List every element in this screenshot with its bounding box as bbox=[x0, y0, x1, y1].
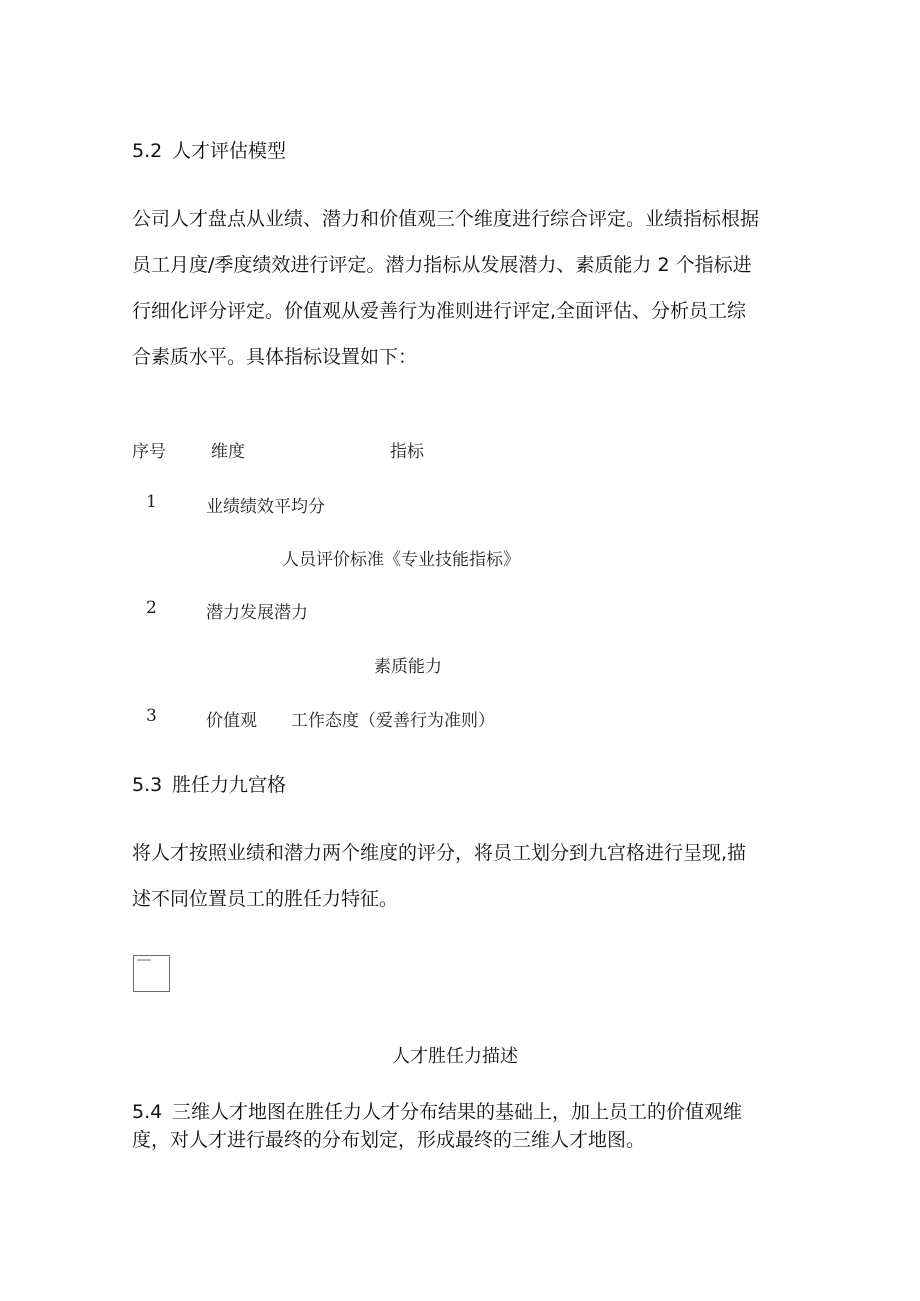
row-dimension: 价值观 bbox=[206, 711, 257, 731]
paragraph-line: 公司人才盘点从业绩、潜力和价值观三个维度进行综合评定。业绩指标根据 bbox=[132, 208, 760, 230]
section-title: 胜任力九宫格 bbox=[172, 774, 287, 796]
row-indicator: 发展潜力 bbox=[240, 603, 308, 623]
section-5-4-line-2: 度，对人才进行最终的分布划定，形成最终的三维人才地图。 bbox=[132, 1129, 646, 1151]
figure-caption: 人才胜任力描述 bbox=[392, 1046, 518, 1067]
section-5-4-line-1 bbox=[132, 1097, 742, 1124]
image-thumbnail-mark bbox=[137, 959, 151, 961]
paragraph-line: 合素质水平。具体指标设置如下： bbox=[132, 346, 418, 368]
image-placeholder-icon bbox=[133, 955, 170, 992]
row-index: 1 bbox=[146, 492, 157, 512]
section-title: 人才评估模型 bbox=[172, 140, 287, 162]
paragraph-line: 三维人才地图在胜任力人才分布结果的基础上，加上员工的价值观维 bbox=[172, 1101, 743, 1123]
row-dimension: 潜力 bbox=[206, 603, 240, 623]
section-number: 5.2 bbox=[132, 140, 163, 162]
row-indicator: 人员评价标准《专业技能指标》 bbox=[282, 550, 520, 570]
paragraph-line: 员工月度/季度绩效进行评定。潜力指标从发展潜力、素质能力 2 个指标进 bbox=[132, 254, 752, 276]
section-5-2-paragraph bbox=[132, 196, 792, 380]
table-header-index: 序号 bbox=[132, 442, 166, 462]
paragraph-line: 行细化评分评定。价值观从爱善行为准则进行评定,全面评估、分析员工综 bbox=[132, 300, 747, 322]
section-5-2-heading bbox=[132, 136, 286, 163]
section-5-3-heading bbox=[132, 770, 286, 797]
table-header-dimension: 维度 bbox=[211, 442, 245, 462]
section-5-3-paragraph bbox=[132, 830, 792, 922]
row-index: 3 bbox=[146, 706, 157, 726]
row-dimension: 业绩 bbox=[206, 497, 240, 517]
paragraph-line: 将人才按照业绩和潜力两个维度的评分，将员工划分到九宫格进行呈现,描 bbox=[132, 842, 747, 864]
section-number: 5.3 bbox=[132, 774, 163, 796]
table-header-indicator: 指标 bbox=[390, 442, 424, 462]
row-indicator: 工作态度（爱善行为准则） bbox=[291, 711, 495, 731]
row-index: 2 bbox=[146, 598, 157, 618]
paragraph-line: 述不同位置员工的胜任力特征。 bbox=[132, 888, 399, 910]
section-number: 5.4 bbox=[132, 1101, 163, 1123]
row-indicator: 绩效平均分 bbox=[240, 497, 325, 517]
row-indicator: 素质能力 bbox=[374, 657, 442, 677]
